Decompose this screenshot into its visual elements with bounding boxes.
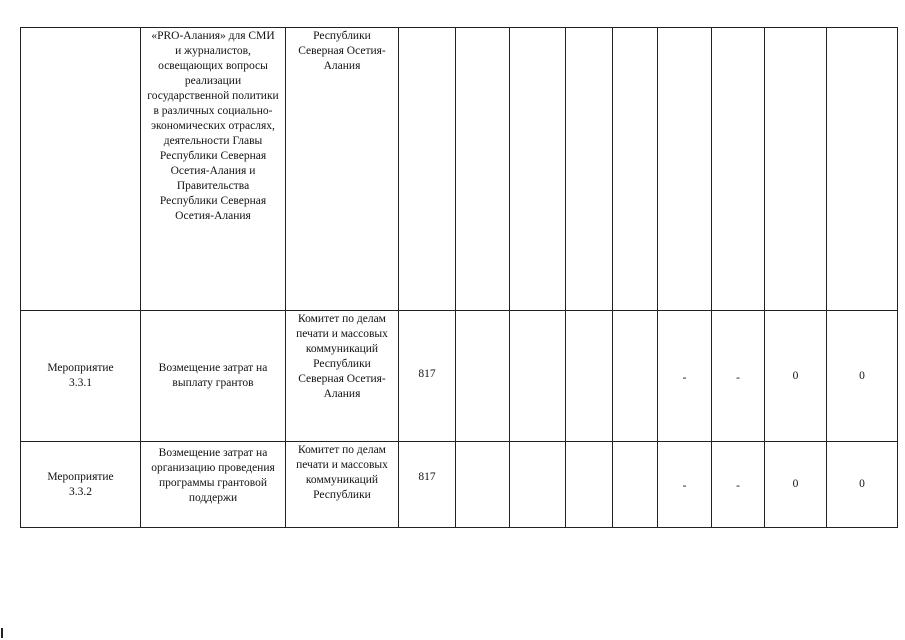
row-label-cell — [21, 28, 141, 311]
row-value-cell: 0 — [765, 442, 827, 528]
row-value-cell: 0 — [827, 311, 898, 442]
row-value-cell — [456, 442, 510, 528]
row-value-cell — [712, 28, 765, 311]
row-value-cell — [510, 442, 566, 528]
row-executor-cell: Комитет по делам печати и массовых коммуникаций Республики Северная Осетия-Алания — [286, 311, 399, 442]
row-executor-cell: Комитет по делам печати и массовых коммуникаций Республики — [286, 442, 399, 528]
row-executor-cell: Республики Северная Осетия-Алания — [286, 28, 399, 311]
table-row — [21, 28, 898, 311]
row-value-cell — [765, 28, 827, 311]
row-value-cell — [566, 442, 613, 528]
table-row — [21, 311, 898, 442]
program-table — [20, 27, 898, 528]
row-value-cell — [613, 311, 658, 442]
row-value-cell: - — [712, 442, 765, 528]
row-value-cell — [566, 311, 613, 442]
row-code-cell: 817 — [399, 311, 456, 442]
scan-edge-mark — [1, 628, 3, 638]
row-code-cell — [399, 28, 456, 311]
row-value-cell — [456, 28, 510, 311]
row-label-cell: Мероприятие 3.3.1 — [21, 311, 141, 442]
row-value-cell — [613, 28, 658, 311]
row-label-cell: Мероприятие 3.3.2 — [21, 442, 141, 528]
row-value-cell — [613, 442, 658, 528]
row-value-cell: - — [712, 311, 765, 442]
row-value-cell: 0 — [827, 442, 898, 528]
row-code-cell: 817 — [399, 442, 456, 528]
row-value-cell: - — [658, 311, 712, 442]
row-value-cell — [510, 311, 566, 442]
row-value-cell — [827, 28, 898, 311]
row-value-cell — [658, 28, 712, 311]
row-value-cell — [510, 28, 566, 311]
row-value-cell: 0 — [765, 311, 827, 442]
row-value-cell — [456, 311, 510, 442]
row-name-cell: Возмещение затрат на организацию проведения программы грантовой поддержи — [141, 442, 286, 528]
table-row — [21, 442, 898, 528]
row-value-cell: - — [658, 442, 712, 528]
row-value-cell — [566, 28, 613, 311]
row-name-cell: Возмещение затрат на выплату грантов — [141, 311, 286, 442]
row-name-cell: «PRO-Алания» для СМИ и журналистов, освещающих вопросы реализации государственной политики в различных социально-экономических отраслях, деятельности Главы Республики Северная Осетия-Алания и Правительства Республики Северная Осетия-Алания — [141, 28, 286, 311]
